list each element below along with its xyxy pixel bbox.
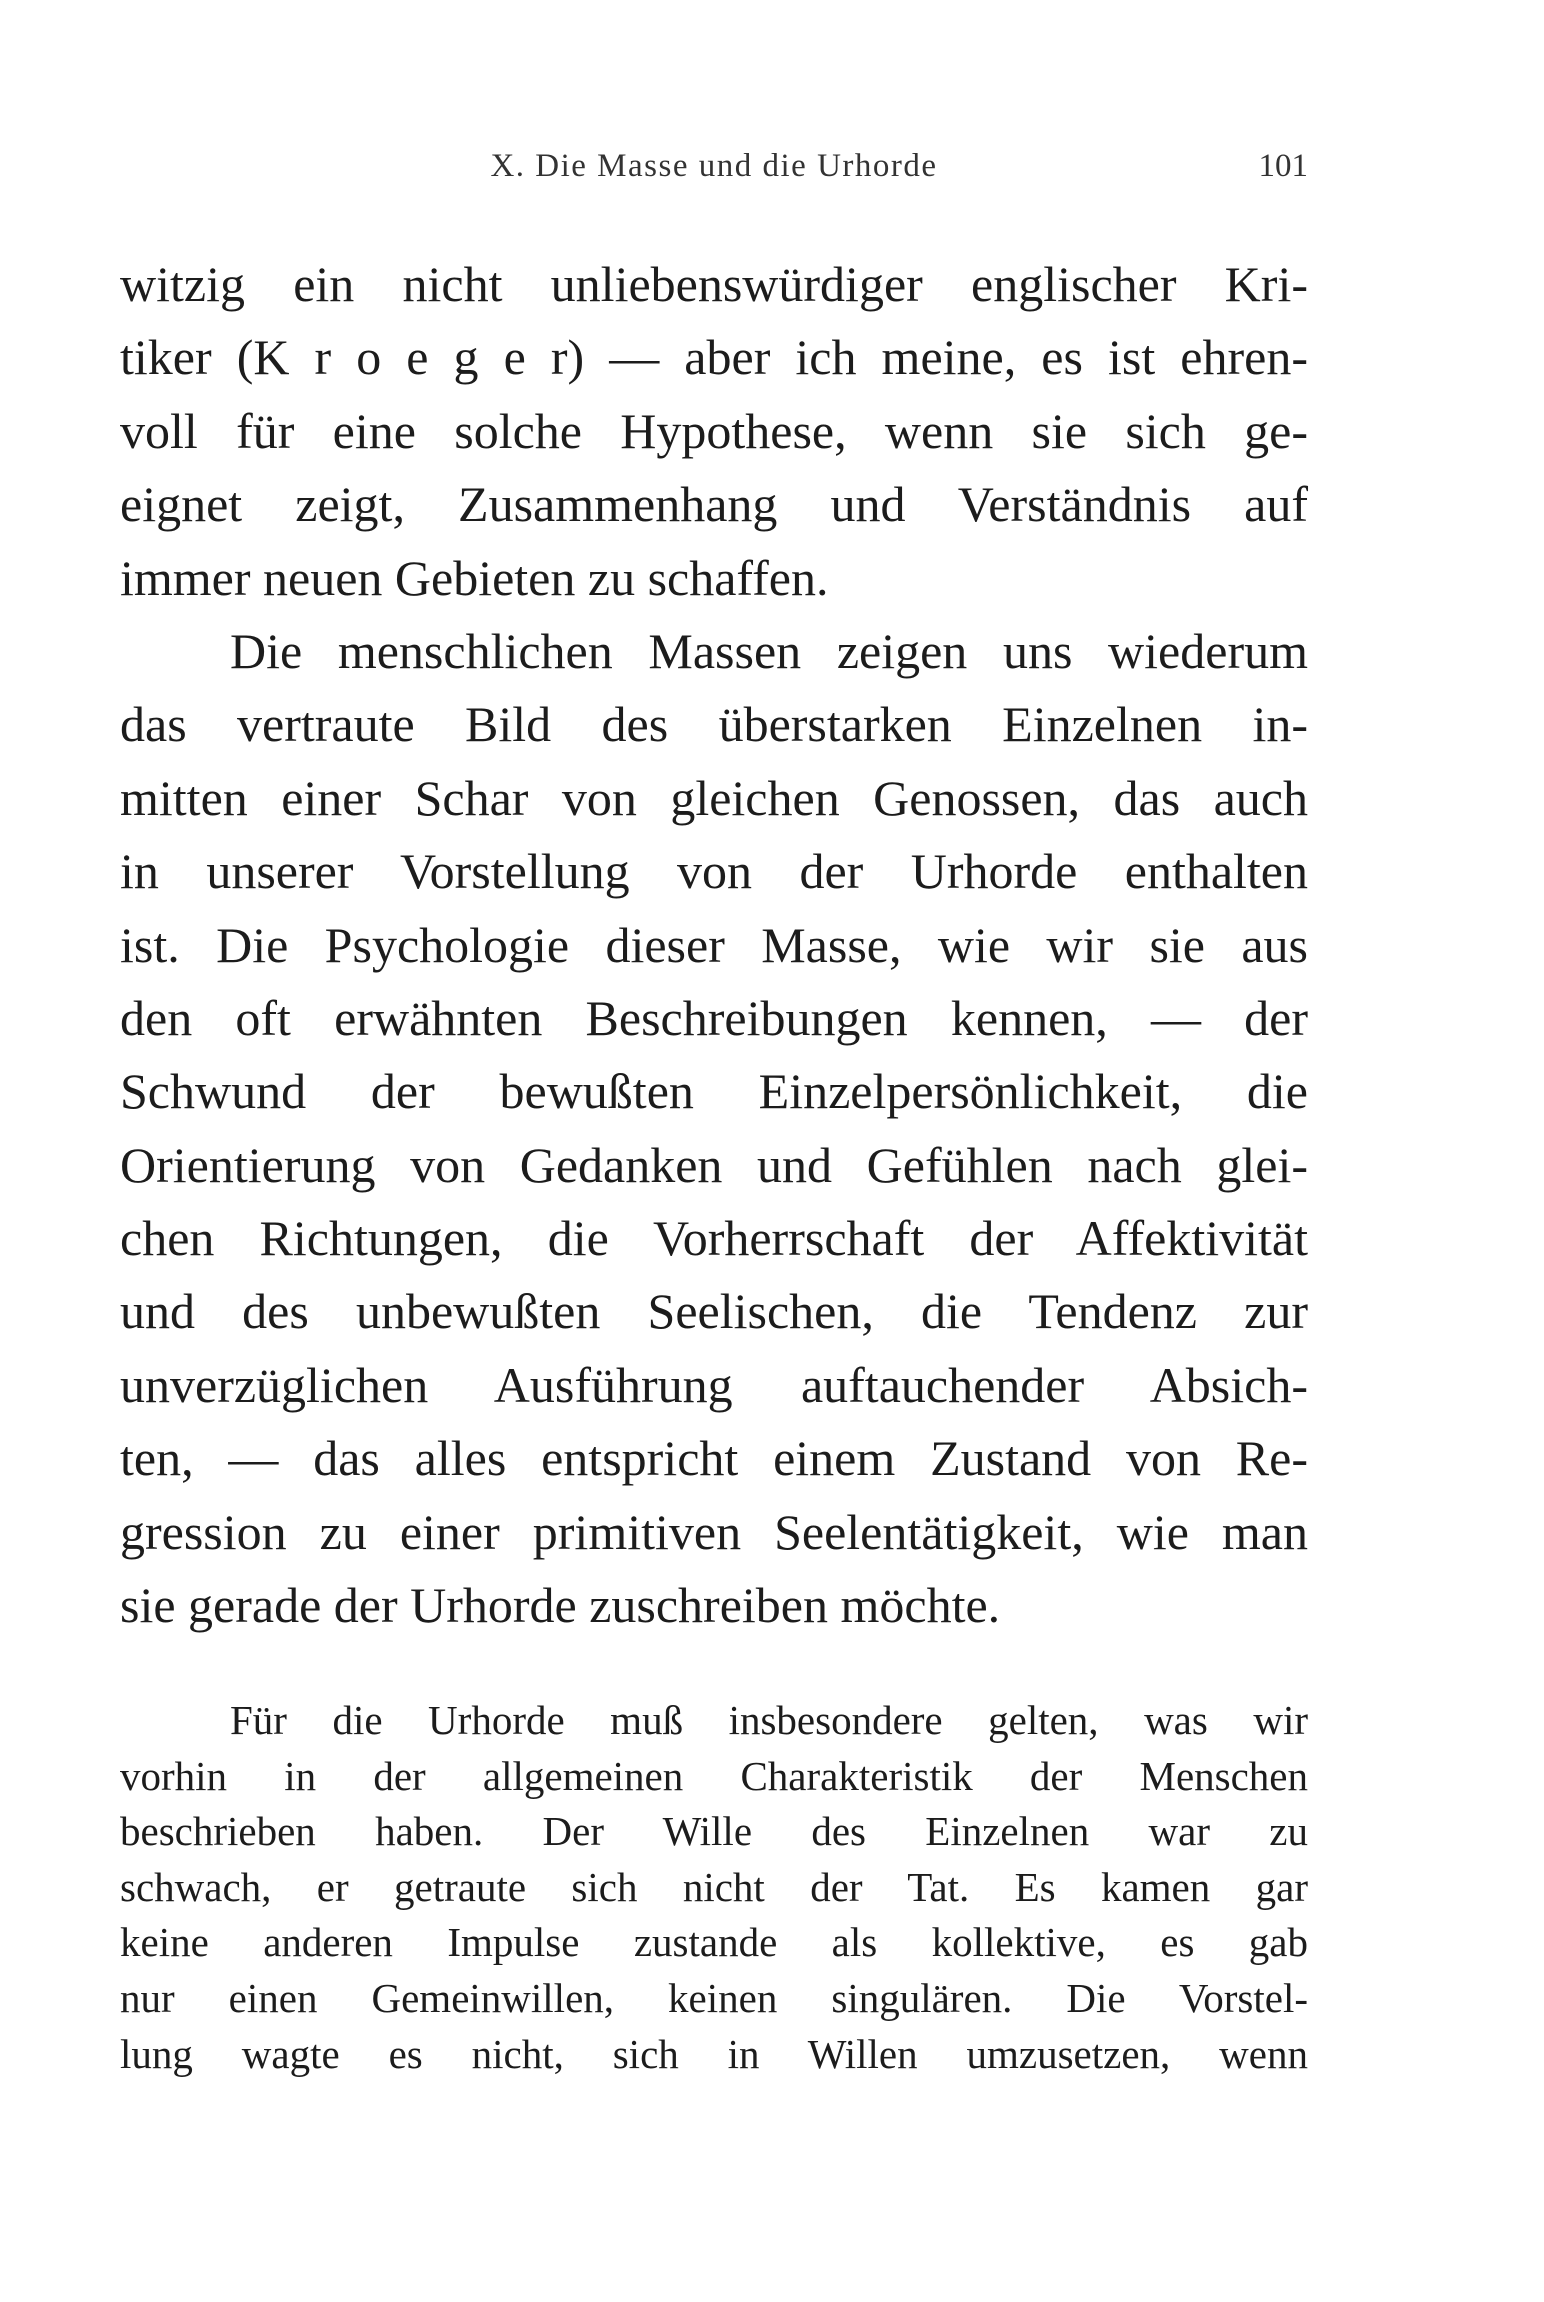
page-number: 101 (1258, 148, 1308, 184)
text-line: Für die Urhorde muß insbesondere gelten, was wir (230, 1697, 1308, 1743)
text-line: nur einen Gemeinwillen, keinen singulären. Die Vorstel- (120, 1974, 1308, 2021)
text-line: das vertraute Bild des überstarken Einzelnen in- (120, 696, 1308, 753)
text-line: keine anderen Impulse zustande als kollektive, es gab (120, 1919, 1308, 1966)
text-line: witzig ein nicht unliebenswürdiger englischer Kri- (120, 256, 1308, 312)
text-line: tiker (K r o e g e r) — aber ich meine, es ist ehren- (120, 329, 1308, 386)
main-text (120, 248, 1308, 1642)
running-title: X. Die Masse und die Urhorde (490, 148, 938, 184)
text-line: schwach, er getraute sich nicht der Tat. Es kamen gar (120, 1863, 1308, 1910)
text-line: beschrieben haben. Der Wille des Einzelnen war zu (120, 1808, 1308, 1855)
text-line: Die menschlichen Massen zeigen uns wiederum (230, 622, 1308, 679)
text-line: lung wagte es nicht, sich in Willen umzusetzen, wenn (120, 2030, 1308, 2077)
text-line: unverzüglichen Ausführung auftauchender Absich- (120, 1356, 1308, 1413)
text-line: Schwund der bewußten Einzelpersönlichkeit, die (120, 1063, 1308, 1120)
text-line: eignet zeigt, Zusammenhang und Verständnis auf (120, 476, 1308, 533)
small-print-paragraph (120, 1693, 1308, 2082)
text-line: immer neuen Gebieten zu schaffen. (120, 549, 829, 606)
text-line: und des unbewußten Seelischen, die Tendenz zur (120, 1283, 1308, 1340)
text-line: gression zu einer primitiven Seelentätigkeit, wie man (120, 1503, 1308, 1560)
text-line: sie gerade der Urhorde zuschreiben möchte. (120, 1577, 1001, 1634)
text-line: den oft erwähnten Beschreibungen kennen, — der (120, 989, 1308, 1046)
text-line: vorhin in der allgemeinen Charakteristik der Menschen (120, 1752, 1308, 1799)
text-line: ten, — das alles entspricht einem Zustand von Re- (120, 1430, 1308, 1487)
text-line: Orientierung von Gedanken und Gefühlen nach glei- (120, 1136, 1308, 1193)
text-line: mitten einer Schar von gleichen Genossen, das auch (120, 769, 1308, 826)
text-line: voll für eine solche Hypothese, wenn sie sich ge- (120, 402, 1308, 459)
running-head (120, 148, 1308, 198)
text-line: in unserer Vorstellung von der Urhorde enthalten (120, 843, 1308, 900)
text-line: chen Richtungen, die Vorherrschaft der Affektivität (120, 1210, 1308, 1267)
text-line: ist. Die Psychologie dieser Masse, wie wir sie aus (120, 916, 1308, 973)
